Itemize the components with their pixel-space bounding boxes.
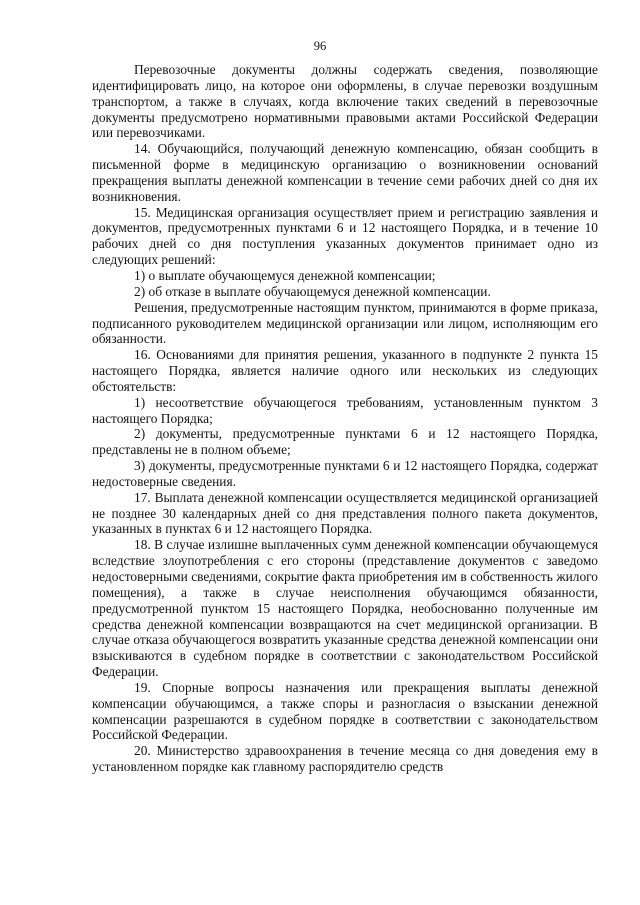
paragraph-16-item-3: 3) документы, предусмотренные пунктами 6 и 12 настоящего Порядка, содержат недостоверные сведения. bbox=[92, 458, 598, 489]
paragraph-16-item-1: 1) несоответствие обучающегося требованиям, установленным пунктом 3 настоящего Порядка; bbox=[92, 394, 598, 426]
paragraph-16-item-2: 2) документы, предусмотренные пунктами 6 и 12 настоящего Порядка, представлены не в полном объеме; bbox=[92, 426, 598, 458]
document-body bbox=[92, 62, 598, 775]
paragraph-14: 14. Обучающийся, получающий денежную компенсацию, обязан сообщить в письменной форме в медицинскую организацию о возникновении оснований прекращения выплаты денежной компенсации в течение семи рабочих дней со дня их возникновения. bbox=[92, 141, 598, 204]
paragraph-20: 20. Министерство здравоохранения в течение месяца со дня доведения ему в установленном порядке как главному распорядителю средств bbox=[92, 743, 598, 775]
paragraph-15-item-1: 1) о выплате обучающемуся денежной компенсации; bbox=[134, 267, 436, 283]
paragraph-18: 18. В случае излишне выплаченных сумм денежной компенсации обучающемуся вследствие злоупотребления с его стороны (представление документов с заведомо недостоверными сведениями, сокрытие факта приобретения им в собственность жилого помещения), а также в случае неисполнения обучающимся обязанности, предусмотренной пунктом 15 настоящего Порядка, необоснованно полученные им средства денежной компенсации возвращаются на счет медицинской организации. В случае отказа обучающегося возвратить указанные средства денежной компенсации они взыскиваются в судебном порядке в соответствии с законодательством Российской Федерации. bbox=[92, 537, 598, 680]
paragraph-15-item-2: 2) об отказе в выплате обучающемуся денежной компенсации. bbox=[134, 283, 491, 299]
paragraph-19: 19. Спорные вопросы назначения или прекращения выплаты денежной компенсации обучающимся, а также споры и разногласия о взыскании денежной компенсации разрешаются в судебном порядке в соответствии с законодательством Российской Федерации. bbox=[92, 679, 598, 743]
paragraph-15: 15. Медицинская организация осуществляет прием и регистрацию заявления и документов, предусмотренных пунктами 6 и 12 настоящего Порядка, и в течение 10 рабочих дней со дня поступления указанных документов принимает одно из следующих решений: bbox=[92, 204, 598, 268]
page-number: 96 bbox=[313, 39, 327, 53]
paragraph-17: 17. Выплата денежной компенсации осуществляется медицинской организацией не позднее 30 календарных дней со дня представления полного пакета документов, указанных в пунктах 6 и 12 настоящего Порядка. bbox=[92, 489, 598, 537]
paragraph-15-decisions: Решения, предусмотренные настоящим пунктом, принимаются в форме приказа, подписанного руководителем медицинской организации или лицом, исполняющим его обязанности. bbox=[92, 299, 598, 347]
paragraph-transport-documents: Перевозочные документы должны содержать сведения, позволяющие идентифицировать лицо, на которое они оформлены, в случае перевозки воздушным транспортом, а также в случаях, когда включение таких сведений в перевозочные документы предусмотрено нормативными правовыми актами Российской Федерации или перевозчиками. bbox=[92, 62, 598, 141]
paragraph-16: 16. Основаниями для принятия решения, указанного в подпункте 2 пункта 15 настоящего Порядка, является наличие одного или нескольких из следующих обстоятельств: bbox=[92, 347, 598, 394]
